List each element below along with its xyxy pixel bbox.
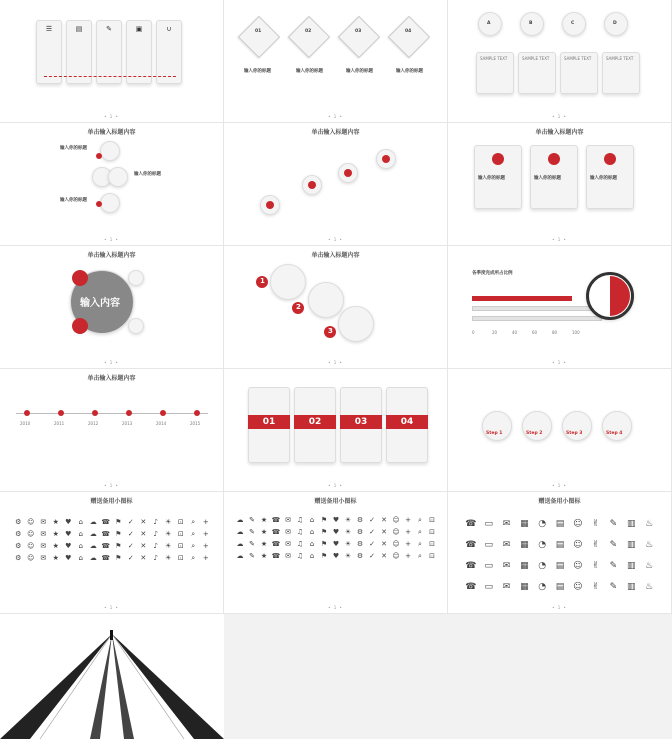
num-03: 03 (355, 29, 362, 34)
lock-icon: ⊡ (177, 554, 184, 562)
plus-icon: + (202, 542, 209, 550)
user-icon: ☺ (573, 561, 583, 571)
book-icon: ▣ (135, 25, 143, 33)
close-icon: ✕ (140, 542, 147, 550)
heart-icon: ♥ (332, 528, 340, 536)
slide-title: 单击输入标题内容 (535, 129, 584, 136)
lock-icon: ⊡ (429, 552, 435, 560)
phone-icon: ☎ (465, 540, 477, 550)
page-marker: • 1 • (328, 483, 343, 488)
sun-icon: ☀ (165, 530, 172, 538)
bridge-photo (0, 614, 224, 739)
page-marker: • 1 • (552, 483, 567, 488)
sun-icon: ☀ (344, 528, 352, 536)
chart-icon: ▥ (627, 582, 636, 592)
tick-40: 40 (512, 330, 518, 335)
tick-80: 80 (552, 330, 558, 335)
title-b: 输入你的标题 (296, 69, 323, 74)
flag-icon: ⚑ (320, 552, 328, 560)
doc-icon: ▤ (555, 540, 565, 550)
num-2: 2 (296, 303, 301, 311)
home-icon: ⌂ (309, 540, 315, 548)
cloud-icon: ☁ (236, 516, 244, 524)
close-icon: ✕ (381, 552, 387, 560)
flag-icon: ⚑ (320, 516, 328, 524)
year-2013: 2013 (122, 421, 133, 426)
heart-icon: ♥ (65, 554, 72, 562)
monitor-icon: ▭ (484, 582, 493, 592)
close-icon: ✕ (381, 528, 387, 536)
heart-icon: ♥ (332, 516, 340, 524)
flag-icon: ⚑ (115, 554, 122, 562)
plus-icon: + (405, 540, 411, 548)
title-3: 输入你的标题 (590, 176, 617, 181)
flag-icon: ⚑ (320, 540, 328, 548)
chart-icon: ▥ (627, 519, 636, 529)
edit-icon: ✎ (106, 25, 112, 33)
step-1: Step 1 (486, 431, 503, 436)
calendar-icon: ▦ (520, 582, 529, 592)
gear-icon: ⚙ (15, 554, 22, 562)
sun-icon: ☀ (165, 542, 172, 550)
lamp-icon: ♨ (645, 561, 654, 571)
user-icon: ☺ (27, 554, 35, 562)
slide-title: 单击输入标题内容 (87, 252, 136, 259)
sun-icon: ☀ (165, 518, 172, 526)
page-marker: • 1 • (552, 114, 567, 119)
home-icon: ⌂ (309, 516, 315, 524)
chat-icon: ◔ (538, 519, 547, 529)
check-icon: ✓ (127, 518, 134, 526)
star-icon: ★ (260, 552, 268, 560)
dashed-arrow (44, 76, 176, 77)
page-marker: • 1 • (328, 114, 343, 119)
cloud-icon: ☁ (89, 530, 97, 538)
mail-icon: ✉ (285, 552, 291, 560)
slide-7[interactable] (0, 246, 224, 369)
magnet-icon: ∪ (166, 25, 172, 33)
page-marker: • 1 • (328, 237, 343, 242)
heart-icon: ♥ (65, 542, 72, 550)
chat-icon: ◔ (538, 582, 547, 592)
check-icon: ✓ (369, 552, 375, 560)
box-03: 03 (340, 415, 382, 429)
letter-a: A (487, 21, 491, 26)
search-icon: ⌕ (191, 554, 196, 562)
icon-set-b (234, 514, 438, 562)
chat-icon: ◔ (538, 540, 547, 550)
user-icon: ☺ (573, 582, 583, 592)
slide-8[interactable] (224, 246, 448, 369)
letter-d: D (613, 21, 617, 26)
mail-icon: ✉ (285, 528, 291, 536)
icon-set-a (12, 516, 212, 564)
plus-icon: + (202, 554, 209, 562)
letter-c: C (571, 21, 575, 26)
user-icon: ☺ (573, 519, 583, 529)
chart-icon: ▥ (627, 540, 636, 550)
check-icon: ✓ (127, 542, 134, 550)
sun-icon: ☀ (344, 552, 352, 560)
flag-icon: ⚑ (320, 528, 328, 536)
gear-icon: ⚙ (356, 540, 364, 548)
check-icon: ✓ (369, 516, 375, 524)
gear-icon: ⚙ (15, 530, 22, 538)
plus-icon: + (405, 528, 411, 536)
monitor-icon: ▭ (484, 519, 493, 529)
num-01: 01 (255, 29, 262, 34)
cloud-icon: ☁ (236, 552, 244, 560)
lock-icon: ⊡ (429, 516, 435, 524)
chart-icon: ▥ (627, 561, 636, 571)
home-icon: ⌂ (78, 518, 83, 526)
year-2011: 2011 (54, 421, 65, 426)
mail-icon: ✉ (40, 554, 47, 562)
mail-icon: ✉ (502, 582, 511, 592)
step-4: Step 4 (606, 431, 623, 436)
slide-5[interactable] (224, 123, 448, 246)
music-icon: ♫ (296, 528, 304, 536)
music-icon: ♪ (153, 518, 158, 526)
close-icon: ✕ (381, 516, 387, 524)
flag-icon: ⚑ (115, 530, 122, 538)
thumb-icon: ✌ (591, 582, 600, 592)
slide-title: 赠送备用小图标 (314, 498, 357, 505)
page-marker: • 1 • (104, 360, 119, 365)
sun-icon: ☀ (165, 554, 172, 562)
slide-15[interactable] (448, 492, 672, 614)
cloud-icon: ☁ (89, 542, 97, 550)
close-icon: ✕ (140, 518, 147, 526)
step-3: Step 3 (566, 431, 583, 436)
heart-icon: ♥ (332, 540, 340, 548)
heart-icon: ♥ (65, 518, 72, 526)
cloud-icon: ☁ (89, 518, 97, 526)
page-marker: • 1 • (104, 483, 119, 488)
close-icon: ✕ (381, 540, 387, 548)
flag-icon: ⚑ (115, 542, 122, 550)
doc-icon: ▤ (555, 582, 565, 592)
music-icon: ♪ (153, 542, 158, 550)
slide-2[interactable] (224, 0, 448, 123)
page-marker: • 1 • (328, 360, 343, 365)
home-icon: ⌂ (78, 554, 83, 562)
slide-title: 单击输入标题内容 (311, 129, 360, 136)
phone-icon: ☎ (101, 530, 111, 538)
box-01: 01 (248, 415, 290, 429)
edit-icon: ✎ (609, 519, 618, 529)
timeline (16, 413, 208, 414)
edit-icon: ✎ (609, 561, 618, 571)
mail-icon: ✉ (40, 542, 47, 550)
edit-icon: ✎ (249, 528, 255, 536)
plus-icon: + (202, 518, 209, 526)
lamp-icon: ♨ (645, 582, 654, 592)
heart-icon: ♥ (65, 530, 72, 538)
thumb-icon: ✌ (591, 519, 600, 529)
thumb-icon: ✌ (591, 540, 600, 550)
title-c: 输入你的标题 (346, 69, 373, 74)
sun-icon: ☀ (344, 516, 352, 524)
star-icon: ★ (52, 518, 59, 526)
title-a: 输入你的标题 (244, 69, 271, 74)
tick-0: 0 (472, 330, 475, 335)
page-marker: • 1 • (552, 605, 567, 610)
phone-icon: ☎ (101, 542, 111, 550)
user-icon: ☺ (392, 528, 400, 536)
user-icon: ☺ (27, 542, 35, 550)
slide-4[interactable] (0, 123, 224, 246)
center-label: 输入内容 (80, 298, 120, 309)
star-icon: ★ (260, 528, 268, 536)
page-marker: • 1 • (328, 605, 343, 610)
sample-2: SAMPLE TEXT (522, 56, 550, 61)
tick-100: 100 (572, 330, 580, 335)
close-icon: ✕ (140, 530, 147, 538)
phone-icon: ☎ (101, 554, 111, 562)
user-icon: ☺ (573, 540, 583, 550)
cloud-icon: ☁ (89, 554, 97, 562)
gear-icon: ⚙ (15, 542, 22, 550)
music-icon: ♫ (296, 552, 304, 560)
music-icon: ♫ (296, 516, 304, 524)
close-icon: ✕ (140, 554, 147, 562)
title-2: 输入你的标题 (534, 176, 561, 181)
box-04: 04 (386, 415, 428, 429)
phone-icon: ☎ (465, 582, 477, 592)
lamp-icon: ♨ (645, 519, 654, 529)
edit-icon: ✎ (249, 552, 255, 560)
tick-60: 60 (532, 330, 538, 335)
heart-icon: ♥ (332, 552, 340, 560)
star-icon: ★ (52, 542, 59, 550)
chart-title: 各季度完成所占比例 (472, 271, 513, 276)
gear-icon: ⚙ (356, 528, 364, 536)
lock-icon: ⊡ (177, 530, 184, 538)
slide-title: 赠送备用小图标 (90, 498, 133, 505)
chat-icon: ◔ (538, 561, 547, 571)
music-icon: ♪ (153, 554, 158, 562)
gear-icon: ⚙ (356, 552, 364, 560)
slide-title: 单击输入标题内容 (311, 252, 360, 259)
home-icon: ⌂ (78, 542, 83, 550)
calendar-icon: ▦ (520, 540, 529, 550)
user-icon: ☺ (392, 540, 400, 548)
page-marker: • 1 • (104, 114, 119, 119)
edit-icon: ✎ (249, 540, 255, 548)
letter-b: B (529, 21, 533, 26)
mail-icon: ✉ (502, 561, 511, 571)
mail-icon: ✉ (502, 519, 511, 529)
slide-title: 单击输入标题内容 (87, 129, 136, 136)
slide-1[interactable] (0, 0, 224, 123)
flag-icon: ⚑ (115, 518, 122, 526)
cloud-icon: ☁ (236, 540, 244, 548)
title-d: 输入你的标题 (396, 69, 423, 74)
search-icon: ⌕ (191, 542, 196, 550)
user-icon: ☺ (392, 552, 400, 560)
phone-icon: ☎ (465, 561, 477, 571)
phone-icon: ☎ (465, 519, 477, 529)
phone-icon: ☎ (271, 552, 281, 560)
music-icon: ♪ (153, 530, 158, 538)
search-icon: ⌕ (191, 530, 196, 538)
star-icon: ★ (52, 530, 59, 538)
sample-1: SAMPLE TEXT (480, 56, 508, 61)
slide-title: 单击输入标题内容 (87, 375, 136, 382)
plus-icon: + (202, 530, 209, 538)
page-marker: • 1 • (104, 605, 119, 610)
calendar-icon: ▦ (520, 561, 529, 571)
tick-20: 20 (492, 330, 498, 335)
title-2: 输入你的标题 (134, 172, 161, 177)
mail-icon: ✉ (40, 518, 47, 526)
search-icon: ⌕ (418, 516, 422, 524)
star-icon: ★ (260, 540, 268, 548)
title-1: 输入你的标题 (478, 176, 505, 181)
doc-icon: ▤ (75, 25, 83, 33)
lock-icon: ⊡ (429, 540, 435, 548)
slide-14[interactable] (224, 492, 448, 614)
mail-icon: ✉ (285, 540, 291, 548)
slide-10[interactable] (0, 369, 224, 492)
year-2015: 2015 (190, 421, 201, 426)
plus-icon: + (405, 516, 411, 524)
slide-13[interactable] (0, 492, 224, 614)
lamp-icon: ♨ (645, 540, 654, 550)
edit-icon: ✎ (609, 540, 618, 550)
step-2: Step 2 (526, 431, 543, 436)
page-marker: • 1 • (552, 360, 567, 365)
slide-6[interactable] (448, 123, 672, 246)
search-icon: ⌕ (418, 540, 422, 548)
gear-icon: ⚙ (356, 516, 364, 524)
num-02: 02 (305, 29, 312, 34)
icon-set-c (462, 514, 658, 598)
slide-title: 赠送备用小图标 (538, 498, 581, 505)
slide-12[interactable] (448, 369, 672, 492)
lock-icon: ⊡ (429, 528, 435, 536)
mail-icon: ✉ (502, 540, 511, 550)
slide-9[interactable] (448, 246, 672, 369)
sun-icon: ☀ (344, 540, 352, 548)
check-icon: ✓ (127, 554, 134, 562)
num-04: 04 (405, 29, 412, 34)
phone-icon: ☎ (271, 540, 281, 548)
sample-4: SAMPLE TEXT (606, 56, 634, 61)
cloud-icon: ☁ (236, 528, 244, 536)
list-icon: ☰ (45, 25, 53, 33)
box-02: 02 (294, 415, 336, 429)
music-icon: ♫ (296, 540, 304, 548)
phone-icon: ☎ (271, 528, 281, 536)
lock-icon: ⊡ (177, 542, 184, 550)
monitor-icon: ▭ (484, 561, 493, 571)
page-marker: • 1 • (552, 237, 567, 242)
search-icon: ⌕ (418, 528, 422, 536)
edit-icon: ✎ (249, 516, 255, 524)
num-1: 1 (260, 277, 265, 285)
plus-icon: + (405, 552, 411, 560)
doc-icon: ▤ (555, 561, 565, 571)
search-icon: ⌕ (191, 518, 196, 526)
lock-icon: ⊡ (177, 518, 184, 526)
star-icon: ★ (260, 516, 268, 524)
year-2010: 2010 (20, 421, 31, 426)
calendar-icon: ▦ (520, 519, 529, 529)
home-icon: ⌂ (78, 530, 83, 538)
year-2014: 2014 (156, 421, 167, 426)
mail-icon: ✉ (285, 516, 291, 524)
home-icon: ⌂ (309, 528, 315, 536)
num-3: 3 (328, 327, 333, 335)
title-1: 输入你的标题 (60, 146, 87, 151)
slide-3[interactable] (448, 0, 672, 123)
sample-3: SAMPLE TEXT (564, 56, 592, 61)
gear-icon: ⚙ (15, 518, 22, 526)
phone-icon: ☎ (101, 518, 111, 526)
home-icon: ⌂ (309, 552, 315, 560)
title-3: 输入你的标题 (60, 198, 87, 203)
edit-icon: ✎ (609, 582, 618, 592)
phone-icon: ☎ (271, 516, 281, 524)
star-icon: ★ (52, 554, 59, 562)
page-marker: • 1 • (104, 237, 119, 242)
slide-11[interactable] (224, 369, 448, 492)
search-icon: ⌕ (418, 552, 422, 560)
year-2012: 2012 (88, 421, 99, 426)
monitor-icon: ▭ (484, 540, 493, 550)
check-icon: ✓ (127, 530, 134, 538)
doc-icon: ▤ (555, 519, 565, 529)
user-icon: ☺ (27, 530, 35, 538)
photo-slide[interactable] (0, 614, 224, 739)
user-icon: ☺ (27, 518, 35, 526)
empty-area (224, 614, 672, 739)
check-icon: ✓ (369, 528, 375, 536)
check-icon: ✓ (369, 540, 375, 548)
thumb-icon: ✌ (591, 561, 600, 571)
user-icon: ☺ (392, 516, 400, 524)
mail-icon: ✉ (40, 530, 47, 538)
